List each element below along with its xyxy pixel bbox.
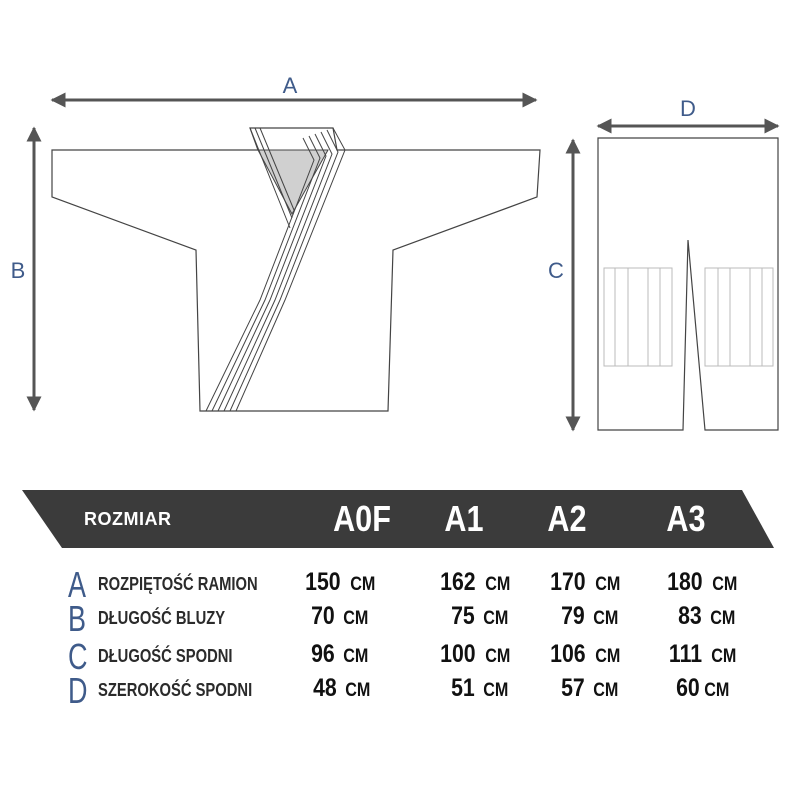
- cell-d-a3: 60 CM: [676, 674, 730, 702]
- cell-a-a2: 170 CM: [550, 568, 621, 596]
- cell-a-a3: 180 CM: [667, 568, 738, 596]
- header-size-a1: A1: [444, 498, 484, 539]
- table-header: [22, 490, 774, 548]
- row-label-d: SZEROKOŚĆ SPODNI: [98, 680, 253, 700]
- pants-outline: [598, 138, 778, 430]
- cell-c-a0f: 96 CM: [311, 640, 369, 668]
- size-table: [0, 490, 800, 720]
- cell-c-a3: 111 CM: [668, 640, 737, 668]
- header-size-a2: A2: [547, 498, 587, 539]
- table-row-d: [0, 670, 800, 711]
- table-row-c: [0, 636, 800, 677]
- row-letter-d: D: [68, 670, 88, 711]
- table-row-a: [0, 564, 800, 605]
- label-b: B: [10, 258, 26, 283]
- row-letter-c: C: [68, 636, 88, 677]
- table-row-b: [0, 598, 800, 639]
- header-rozmiar: ROZMIAR: [84, 509, 172, 529]
- label-a: A: [282, 73, 298, 98]
- cell-c-a1: 100 CM: [440, 640, 511, 668]
- cell-a-a0f: 150 CM: [305, 568, 376, 596]
- cell-c-a2: 106 CM: [550, 640, 621, 668]
- cell-b-a2: 79 CM: [561, 602, 619, 630]
- row-label-b: DŁUGOŚĆ BLUZY: [98, 608, 226, 628]
- row-letter-a: A: [68, 564, 87, 605]
- cell-d-a2: 57 CM: [561, 674, 619, 702]
- header-size-a3: A3: [666, 498, 706, 539]
- label-d: D: [680, 96, 696, 121]
- row-letter-b: B: [68, 598, 87, 639]
- row-label-c: DŁUGOŚĆ SPODNI: [98, 646, 233, 666]
- cell-b-a1: 75 CM: [451, 602, 509, 630]
- header-size-a0f: A0F: [333, 498, 391, 539]
- label-c: C: [548, 258, 564, 283]
- cell-a-a1: 162 CM: [440, 568, 511, 596]
- cell-d-a1: 51 CM: [451, 674, 509, 702]
- cell-b-a0f: 70 CM: [311, 602, 369, 630]
- cell-d-a0f: 48 CM: [313, 674, 371, 702]
- row-label-a: ROZPIĘTOŚĆ RAMION: [98, 574, 258, 594]
- cell-b-a3: 83 CM: [678, 602, 736, 630]
